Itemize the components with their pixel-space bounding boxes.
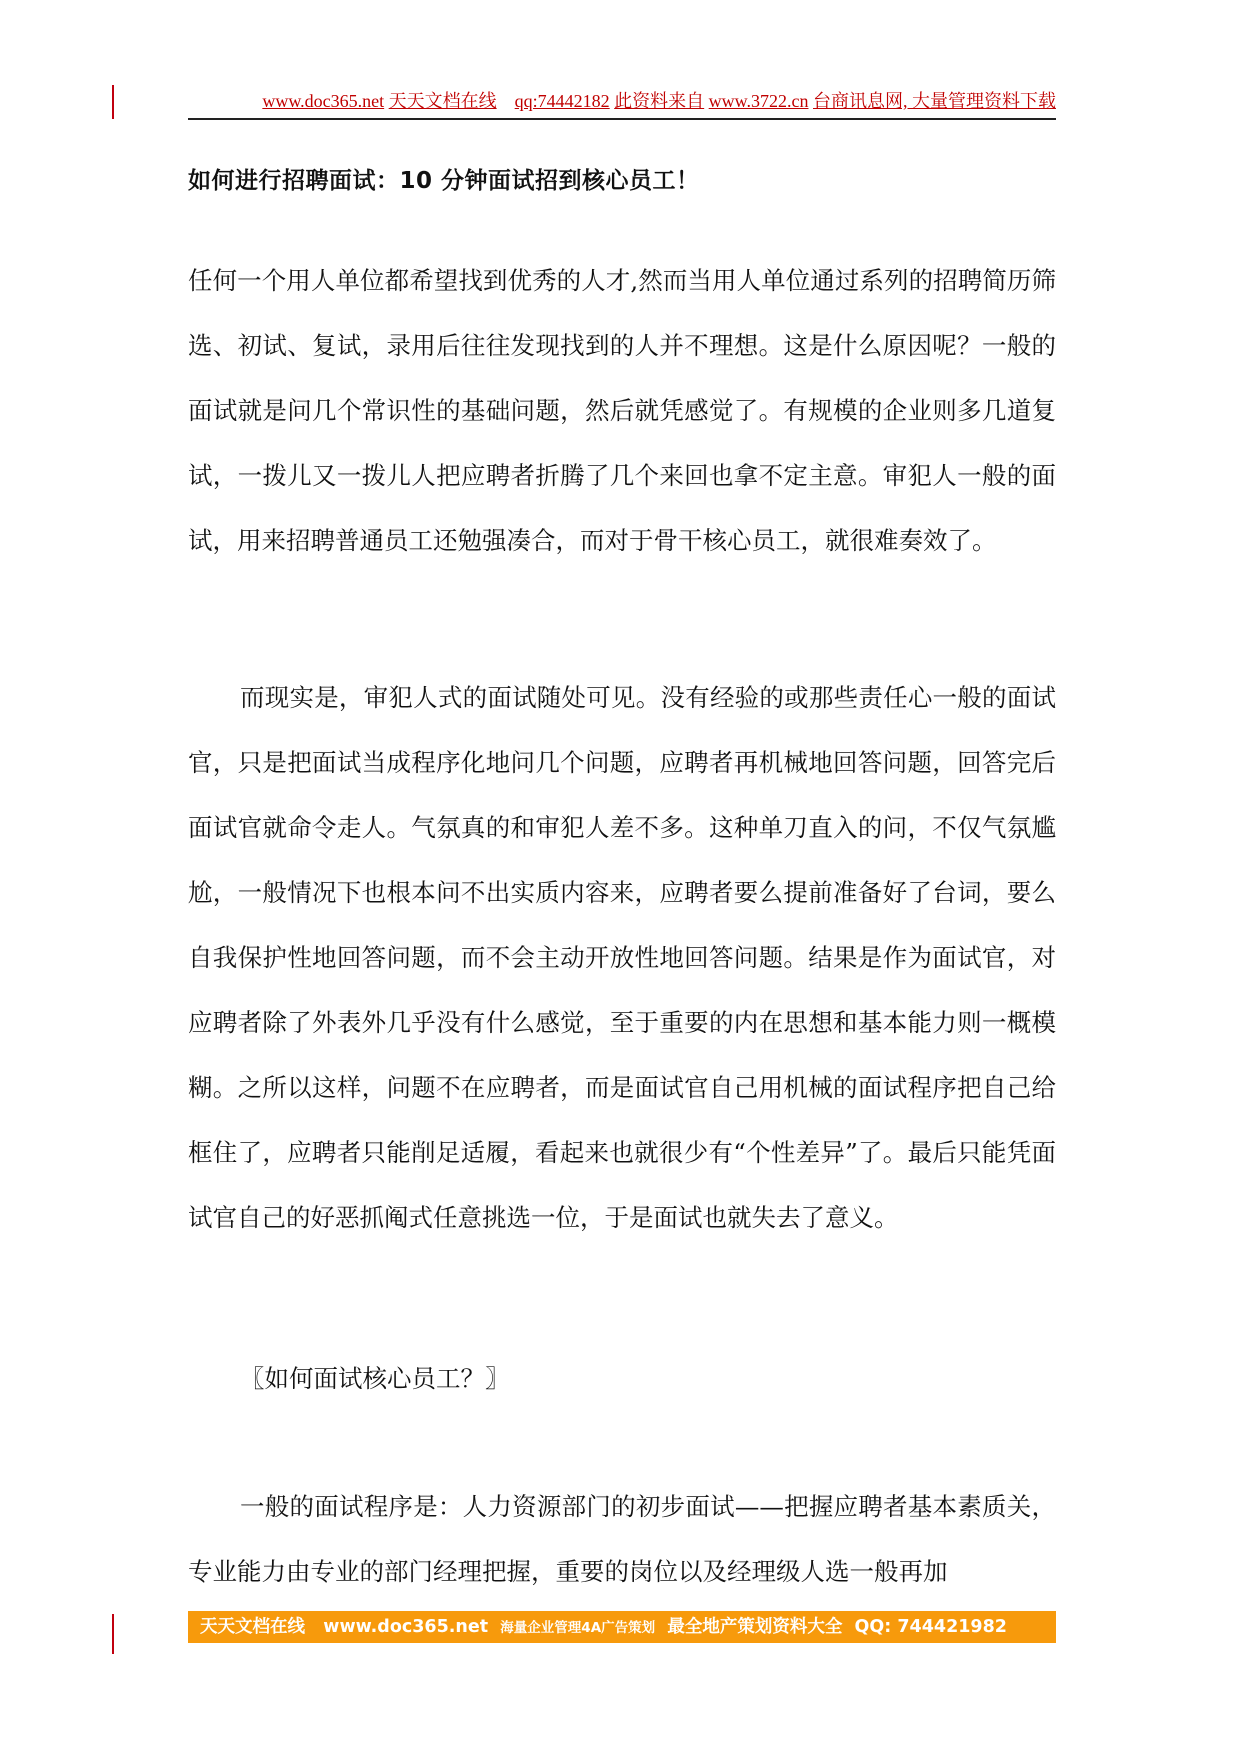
paragraph-procedure: 一般的面试程序是：人力资源部门的初步面试——把握应聘者基本素质关，专业能力由专业的部门经理把握，重要的岗位以及经理级人选一般再加 bbox=[188, 1492, 1056, 1586]
paragraph-reality: 而现实是，审犯人式的面试随处可见。没有经验的或那些责任心一般的面试官，只是把面试当成程序化地问几个问题，应聘者再机械地回答问题，回答完后面试官就命令走人。气氛真的和审犯人差不多。这种单刀直入的问，不仅气氛尴尬，一般情况下也根本问不出实质内容来，应聘者要么提前准备好了台词，要么自我保护性地回答问题，而不会主动开放性地回答问题。结果是作为面试官，对应聘者除了外表外几乎没有什么感觉，至于重要的内在思想和基本能力则一概模糊。之所以这样，问题不在应聘者，而是面试官自己用机械的面试程序把自己给框住了，应聘者只能削足适履，看起来也就很少有“个性差异”了。最后只能凭面试官自己的好恶抓阄式任意挑选一位，于是面试也就失去了意义。 bbox=[188, 683, 1056, 1232]
header-source-name: 台商讯息网, 大量管理资料下载 bbox=[813, 91, 1056, 111]
footer-banner bbox=[188, 1611, 1056, 1643]
footer-slogan-1: 海量企业管理4A广告策划 bbox=[500, 1620, 656, 1636]
crop-mark-top bbox=[112, 85, 114, 119]
footer-brand: 天天文档在线 bbox=[200, 1617, 305, 1637]
section-heading: 〖如何面试核心员工？〗 bbox=[240, 1364, 510, 1393]
header-source-link[interactable]: www.3722.cn bbox=[708, 91, 809, 111]
page-header bbox=[188, 88, 1056, 120]
header-site-name: 天天文档在线 bbox=[388, 91, 497, 111]
footer-slogan-2: 最全地产策划资料大全 bbox=[667, 1617, 843, 1637]
document-title: 如何进行招聘面试：10 分钟面试招到核心员工！ bbox=[188, 168, 700, 194]
header-qq: qq:74442182 bbox=[514, 91, 610, 111]
paragraph-intro: 任何一个用人单位都希望找到优秀的人才,然而当用人单位通过系列的招聘简历筛选、初试、复试，录用后往往发现找到的人并不理想。这是什么原因呢？一般的面试就是问几个常识性的基础问题，然后就凭感觉了。有规模的企业则多几道复试，一拨儿又一拨儿人把应聘者折腾了几个来回也拿不定主意。审犯人一般的面试，用来招聘普通员工还勉强凑合，而对于骨干核心员工，就很难奏效了。 bbox=[188, 266, 1056, 555]
header-source-note: 此资料来自 bbox=[614, 91, 705, 111]
header-site-link[interactable]: www.doc365.net bbox=[262, 91, 385, 111]
crop-mark-bottom bbox=[112, 1614, 114, 1654]
footer-qq: QQ: 744421982 bbox=[854, 1617, 1007, 1637]
footer-url[interactable]: www.doc365.net bbox=[323, 1617, 489, 1637]
